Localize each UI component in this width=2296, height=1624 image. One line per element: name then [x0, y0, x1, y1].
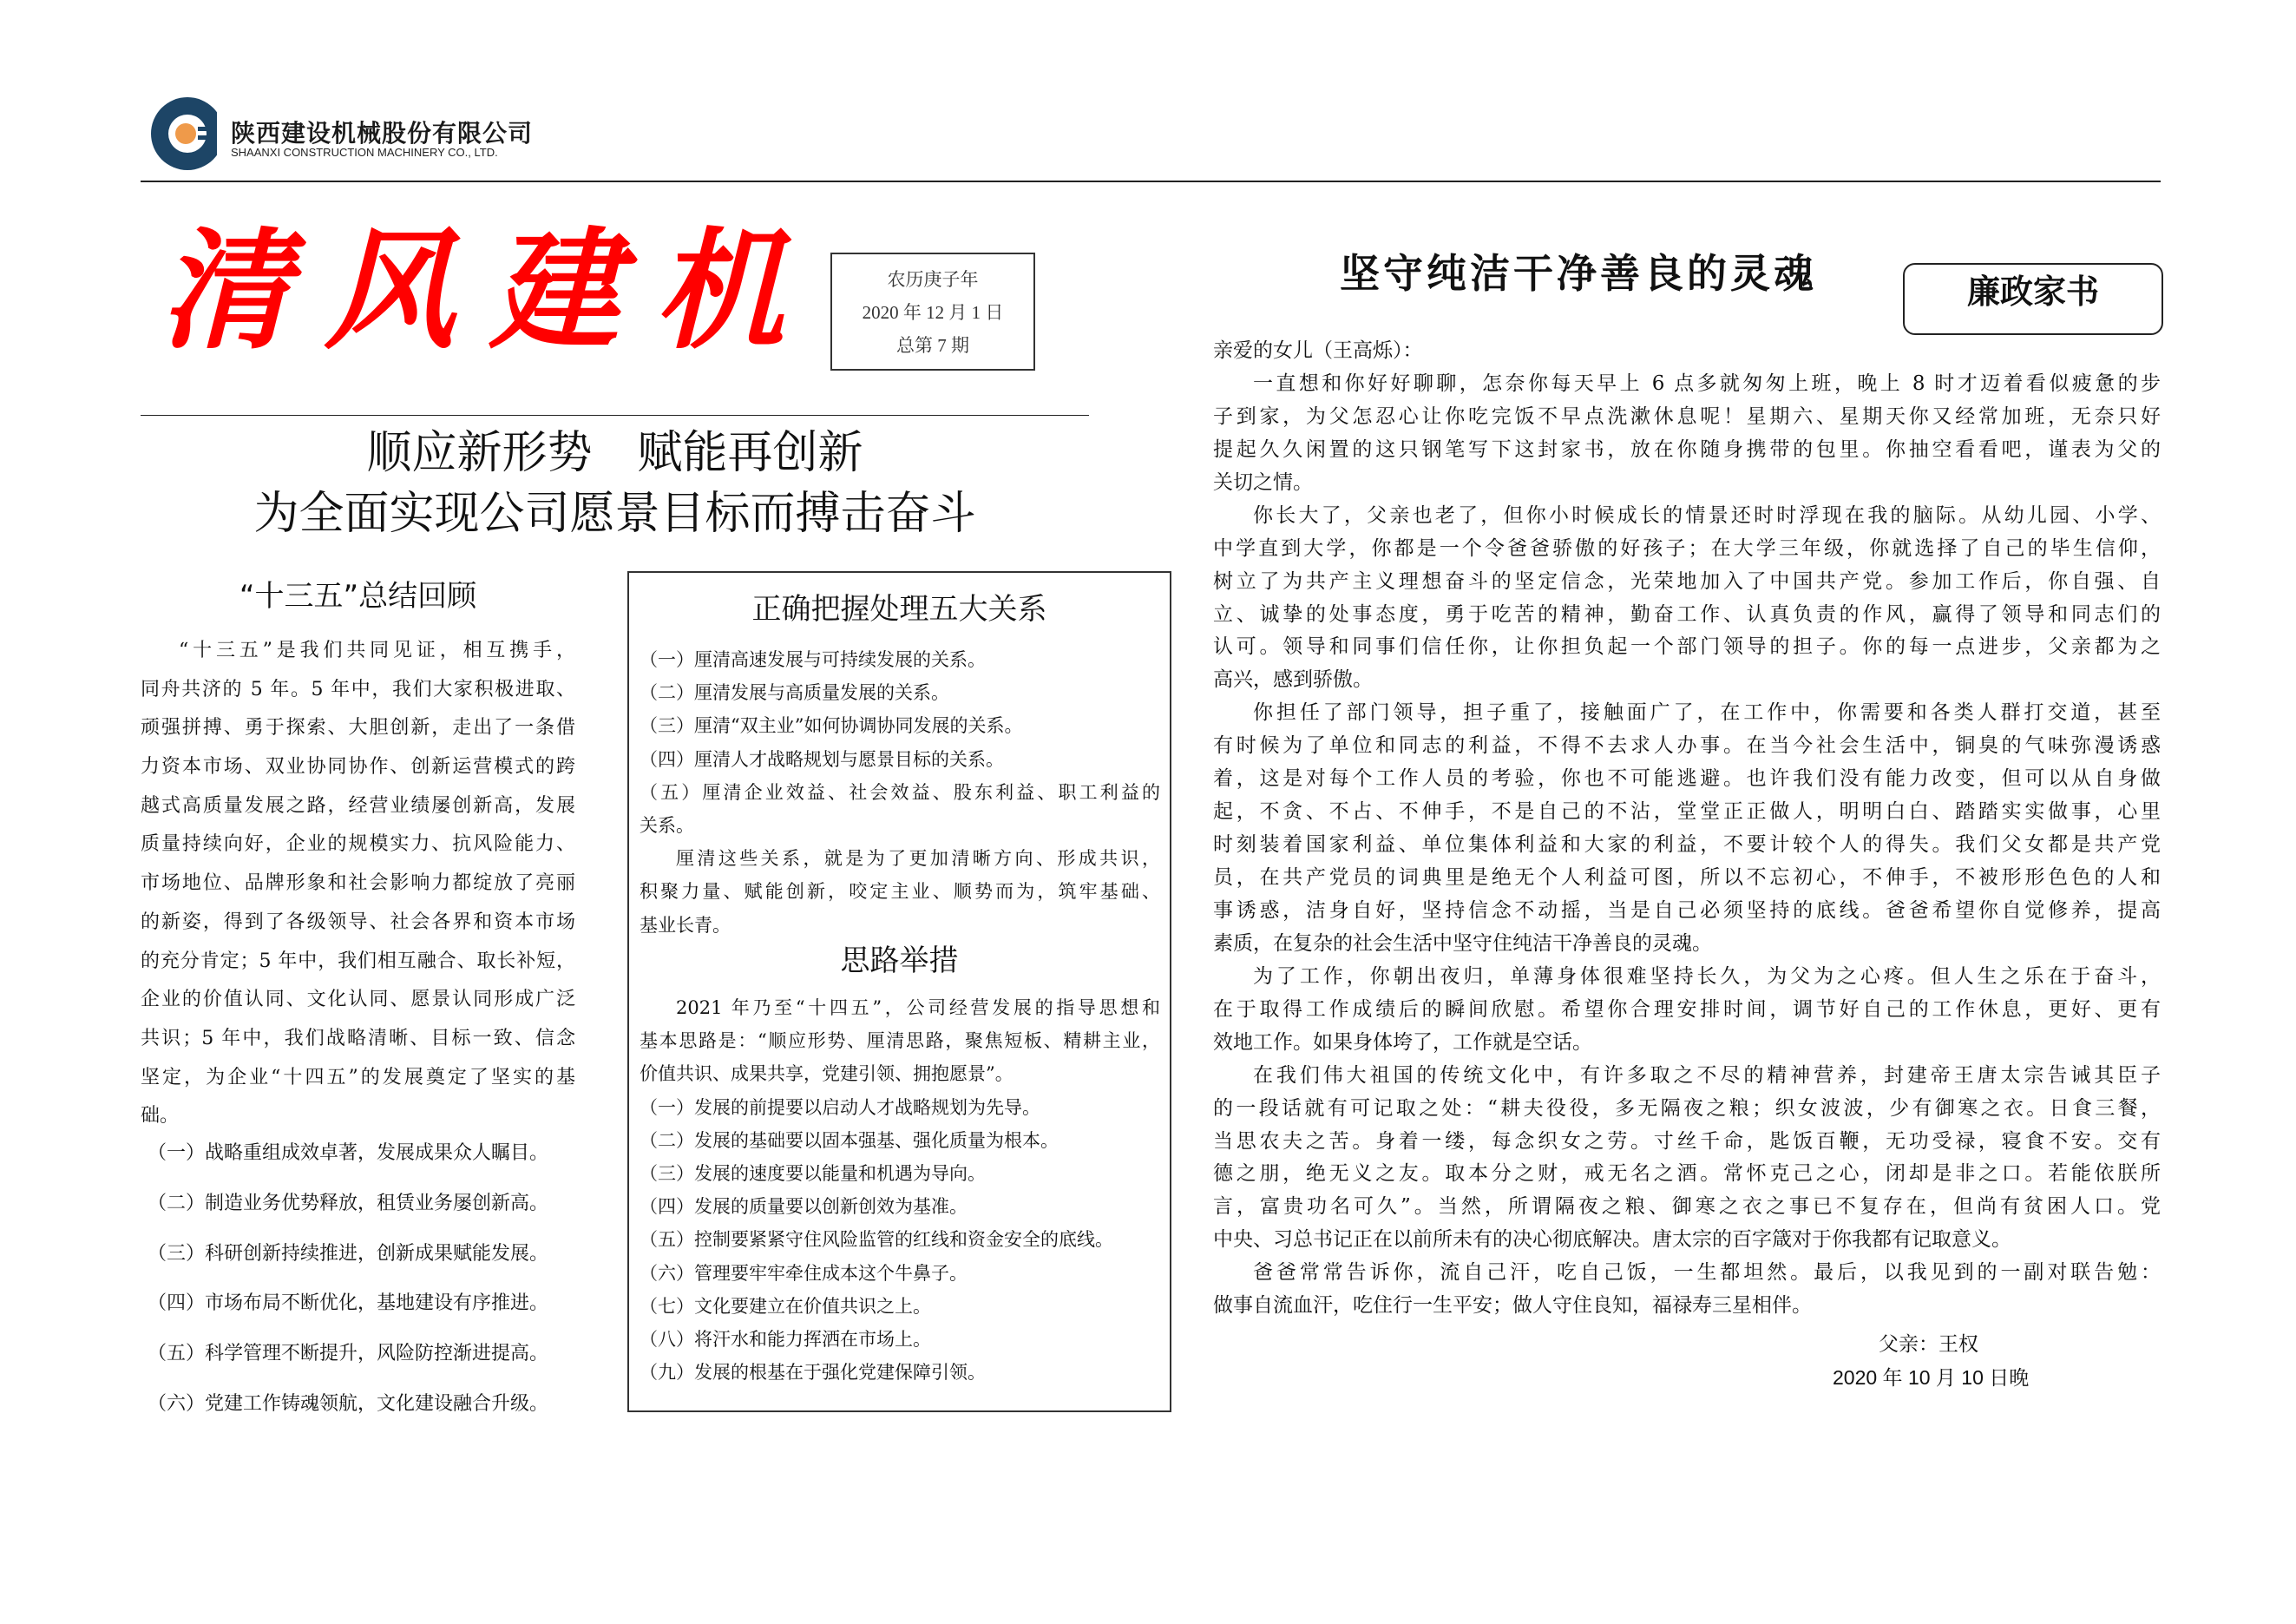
left-section-body [141, 632, 575, 1136]
list-item: （五）厘清企业效益、社会效益、股东利益、职工利益的 [640, 781, 1160, 803]
letter-body [1213, 335, 2161, 1323]
letter-title: 坚守纯洁干净善良的灵魂 [1340, 250, 1817, 297]
list-item: （一）战略重组成效卓著，发展成果众人瞩目。 [148, 1142, 549, 1164]
list-item: （六）党建工作铸魂领航，文化建设融合升级。 [148, 1392, 549, 1415]
letter-line: 树立了为共产主义理想奋斗的坚定信念，光荣地加入了中国共产党。参加工作后，你自强、自 [1213, 569, 2161, 593]
letter-line: 事诱惑，洁身自好，坚持信念不动摇，当是自己必须坚持的底线。爸爸希望你自觉修养，提高 [1213, 898, 2161, 922]
letter-line: 为了工作，你朝出夜归，单薄身体很难坚持长久，为父为之心疼。但人生之乐在于奋斗， [1253, 964, 2161, 988]
list-item: （二）厘清发展与高质量发展的关系。 [640, 682, 949, 704]
list-item: （二）制造业务优势释放，租赁业务屡创新高。 [148, 1192, 549, 1214]
letter-line: 素质，在复杂的社会生活中坚守住纯洁干净善良的灵魂。 [1213, 931, 1712, 955]
paragraph-line: 坚定，为企业“十四五”的发展奠定了坚实的基 [141, 1066, 575, 1088]
lunar-year: 农历庚子年 [887, 269, 979, 290]
paragraph-line: 质量持续向好，企业的规模实力、抗风险能力、 [141, 833, 575, 856]
paragraph-line: 顽强拼搏、勇于探索、大胆创新，走出了一条借 [141, 717, 575, 740]
list-item: （一）发展的前提要以启动人才战略规划为先导。 [640, 1096, 1040, 1118]
letter-line: 认可。领导和同事们信任你，让你担负起一个部门领导的担子。你的每一点进步，父亲都为之 [1213, 635, 2161, 659]
list-item: （一）厘清高速发展与可持续发展的关系。 [640, 649, 986, 670]
header-rule [141, 181, 2161, 182]
letter-line: 德之朋，绝无义之友。取本分之财，戒无名之酒。常怀克己之心，闭却是非之口。若能依朕所 [1213, 1162, 2161, 1186]
letter-line: 员，在共产党员的词典里是绝无个人利益可图，所以不忘初心，不伸手，不被形形色色的人和 [1213, 866, 2161, 889]
company-name-cn: 陕西建设机械股份有限公司 [231, 119, 534, 148]
letter-line: 关切之情。 [1213, 470, 1313, 494]
paragraph-line: 越式高质量发展之路，经营业绩屡创新高，发展 [141, 794, 575, 817]
issue-info-box [830, 253, 1035, 371]
paragraph-line: 础。 [141, 1105, 180, 1128]
letter-line: 子到家，为父怎忍心让你吃完饭不早点洗漱休息呢！星期六、星期天你又经常加班，无奈只好 [1213, 404, 2161, 428]
letter-line: 时刻装着国家利益、单位集体利益和大家的利益，不要计较个人的得失。我们父女都是共产党 [1213, 833, 2161, 857]
letter-line: 当思农夫之苦。身着一缕，每念织女之劳。寸丝千命，匙饭百鞭，无功受禄，寝食不安。交有 [1213, 1129, 2161, 1153]
letter-line: 中学直到大学，你都是一个令爸爸骄傲的好孩子；在大学三年级，你就选择了自己的毕生信仰， [1213, 536, 2161, 560]
letter-line: 起，不贪、不占、不伸手，不是自己的不沾，堂堂正正做人，明明白白、踏踏实实做事，心里 [1213, 800, 2161, 824]
letter-line: 言，富贵功名可久”。当然，所谓隔夜之粮、御寒之衣之事已不复存在，但尚有贫困人口。党 [1213, 1195, 2161, 1219]
list-item: （三）厘清“双主业”如何协调协同发展的关系。 [640, 715, 1023, 737]
paragraph-line: 基本思路是：“顺应形势、厘清思路，聚焦短板、精耕主业， [640, 1030, 1160, 1052]
company-name-en: SHAANXI CONSTRUCTION MACHINERY CO., LTD. [231, 146, 498, 159]
logo-dot [175, 123, 196, 144]
masthead-title: 清风建机 [160, 214, 820, 367]
paragraph-line: 积聚力量、赋能创新，咬定主业、顺势而为，筑牢基础、 [640, 881, 1160, 903]
list-item: （四）市场布局不断优化，基地建设有序推进。 [148, 1292, 549, 1315]
letter-line: 提起久久闲置的这只钢笔写下这封家书，放在你随身携带的包里。你抽空看看吧，谨表为父的 [1213, 437, 2161, 461]
paragraph-line: 厘清这些关系，就是为了更加清晰方向、形成共识， [676, 848, 1160, 870]
paragraph-line: 市场地位、品牌形象和社会影响力都绽放了亮丽 [141, 872, 575, 895]
paragraph-line: 企业的价值认同、文化认同、愿景认同形成广泛 [141, 989, 575, 1011]
paragraph-line: 共识；5 年中，我们战略清晰、目标一致、信念 [141, 1027, 575, 1049]
list-item: （四）发展的质量要以创新创效为基准。 [640, 1196, 968, 1218]
paragraph-line: 力资本市场、双业协同协作、创新运营模式的跨 [141, 756, 575, 779]
letter-line: 爸爸常常告诉你，流自己汗，吃自己饭，一生都坦然。最后，以我见到的一副对联告勉： [1253, 1261, 2161, 1285]
letter-line: 你担任了部门领导，担子重了，接触面广了，在工作中，你需要和各类人群打交道，甚至 [1253, 701, 2161, 725]
letter-signature: 父亲：王权 [1879, 1333, 1978, 1356]
paragraph-line: 价值共识、成果共享，党建引领、拥抱愿景”。 [640, 1063, 1014, 1085]
letter-line: 做事自流血汗，吃住行一生平安；做人守住良知，福禄寿三星相伴。 [1213, 1294, 1812, 1318]
letter-line: 在我们伟大祖国的传统文化中，有许多取之不尽的精神营养，封建帝王唐太宗告诫其臣子 [1253, 1063, 2161, 1087]
list-item: （五）控制要紧紧守住风险监管的红线和资金安全的底线。 [640, 1229, 1113, 1251]
headline-line-2: 为全面实现公司愿景目标而搏击奋斗 [253, 488, 976, 540]
list-item: （八）将汗水和能力挥洒在市场上。 [640, 1328, 931, 1350]
paragraph-line: 基业长青。 [640, 914, 731, 936]
list-item: （九）发展的根基在于强化党建保障引领。 [640, 1362, 986, 1384]
list-item: （七）文化要建立在价值共识之上。 [640, 1295, 931, 1317]
list-item: （三）科研创新持续推进，创新成果赋能发展。 [148, 1242, 549, 1265]
list-item: （五）科学管理不断提升，风险防控渐进提高。 [148, 1343, 549, 1365]
letter-line: 着，这是对每个工作人员的考验，你也不可能逃避。也许我们没有能力改变，但可以从自身做 [1213, 767, 2161, 791]
paragraph-line: 2021 年乃至“十四五”，公司经营发展的指导思想和 [676, 997, 1160, 1018]
letter-line: 在于取得工作成绩后的瞬间欣慰。希望你合理安排时间，调节好自己的工作休息，更好、更有 [1213, 997, 2161, 1021]
box-title: 正确把握处理五大关系 [751, 592, 1047, 627]
letter-line: 效地工作。如果身体垮了，工作就是空话。 [1213, 1030, 1592, 1054]
paragraph-line: 同舟共济的 5 年。5 年中，我们大家积极进取、 [141, 678, 575, 700]
paragraph-line: 的充分肯定；5 年中，我们相互融合、取长补短， [141, 950, 575, 972]
paragraph-line: “十三五”是我们共同见证，相互携手， [179, 640, 575, 661]
left-section-title: “十三五”总结回顾 [239, 579, 477, 614]
box-subtitle: 思路举措 [840, 943, 959, 978]
issue-date: 2020 年 12 月 1 日 [862, 302, 1004, 323]
letter-line: 有时候为了单位和同志的利益，不得不去求人办事。在当今社会生活中，铜臭的气味弥漫诱惑 [1213, 734, 2161, 758]
issue-number: 总第 7 期 [896, 335, 969, 356]
letter-line: 的一段话就有可记取之处：“耕夫役役，多无隔夜之粮；织女波波，少有御寒之衣。日食三餐， [1213, 1096, 2161, 1120]
measures-list [640, 991, 1160, 1389]
paragraph-line: 的新姿，得到了各级领导、社会各界和资本市场 [141, 911, 575, 933]
letter-date: 2020 年 10 月 10 日晚 [1833, 1366, 2030, 1389]
list-item: （六）管理要牢牢牵住成本这个牛鼻子。 [640, 1262, 968, 1284]
headline-line-1: 顺应新形势 赋能再创新 [366, 427, 863, 479]
list-item: （四）厘清人才战略规划与愿景目标的关系。 [640, 748, 1004, 770]
letter-line: 中央、习总书记正在以前所未有的决心彻底解决。唐太宗的百字箴对于你我都有记取意义。 [1213, 1228, 2011, 1252]
list-item: 关系。 [640, 814, 694, 836]
letter-line: 立、诚挚的处事态度，勇于吃苦的精神，勤奋工作、认真负责的作风，赢得了领导和同志们的 [1213, 602, 2161, 626]
letter-line: 你长大了，父亲也老了，但你小时候成长的情景还时时浮现在我的脑际。从幼儿园、小学、 [1253, 503, 2161, 527]
letter-line: 一直想和你好好聊聊，怎奈你每天早上 6 点多就匆匆上班，晚上 8 时才迈着看似疲惫的步 [1253, 371, 2161, 395]
list-item: （二）发展的基础要以固本强基、强化质量为根本。 [640, 1129, 1059, 1151]
relations-list [640, 643, 1160, 942]
letter-line: 高兴，感到骄傲。 [1213, 668, 1373, 692]
letter-salutation: 亲爱的女儿（王高烁）： [1213, 339, 1423, 362]
left-section-list [148, 1128, 575, 1430]
list-item: （三）发展的速度要以能量和机遇为导向。 [640, 1162, 986, 1184]
masthead-rule [141, 415, 1089, 416]
column-badge: 廉政家书 [1903, 263, 2163, 335]
